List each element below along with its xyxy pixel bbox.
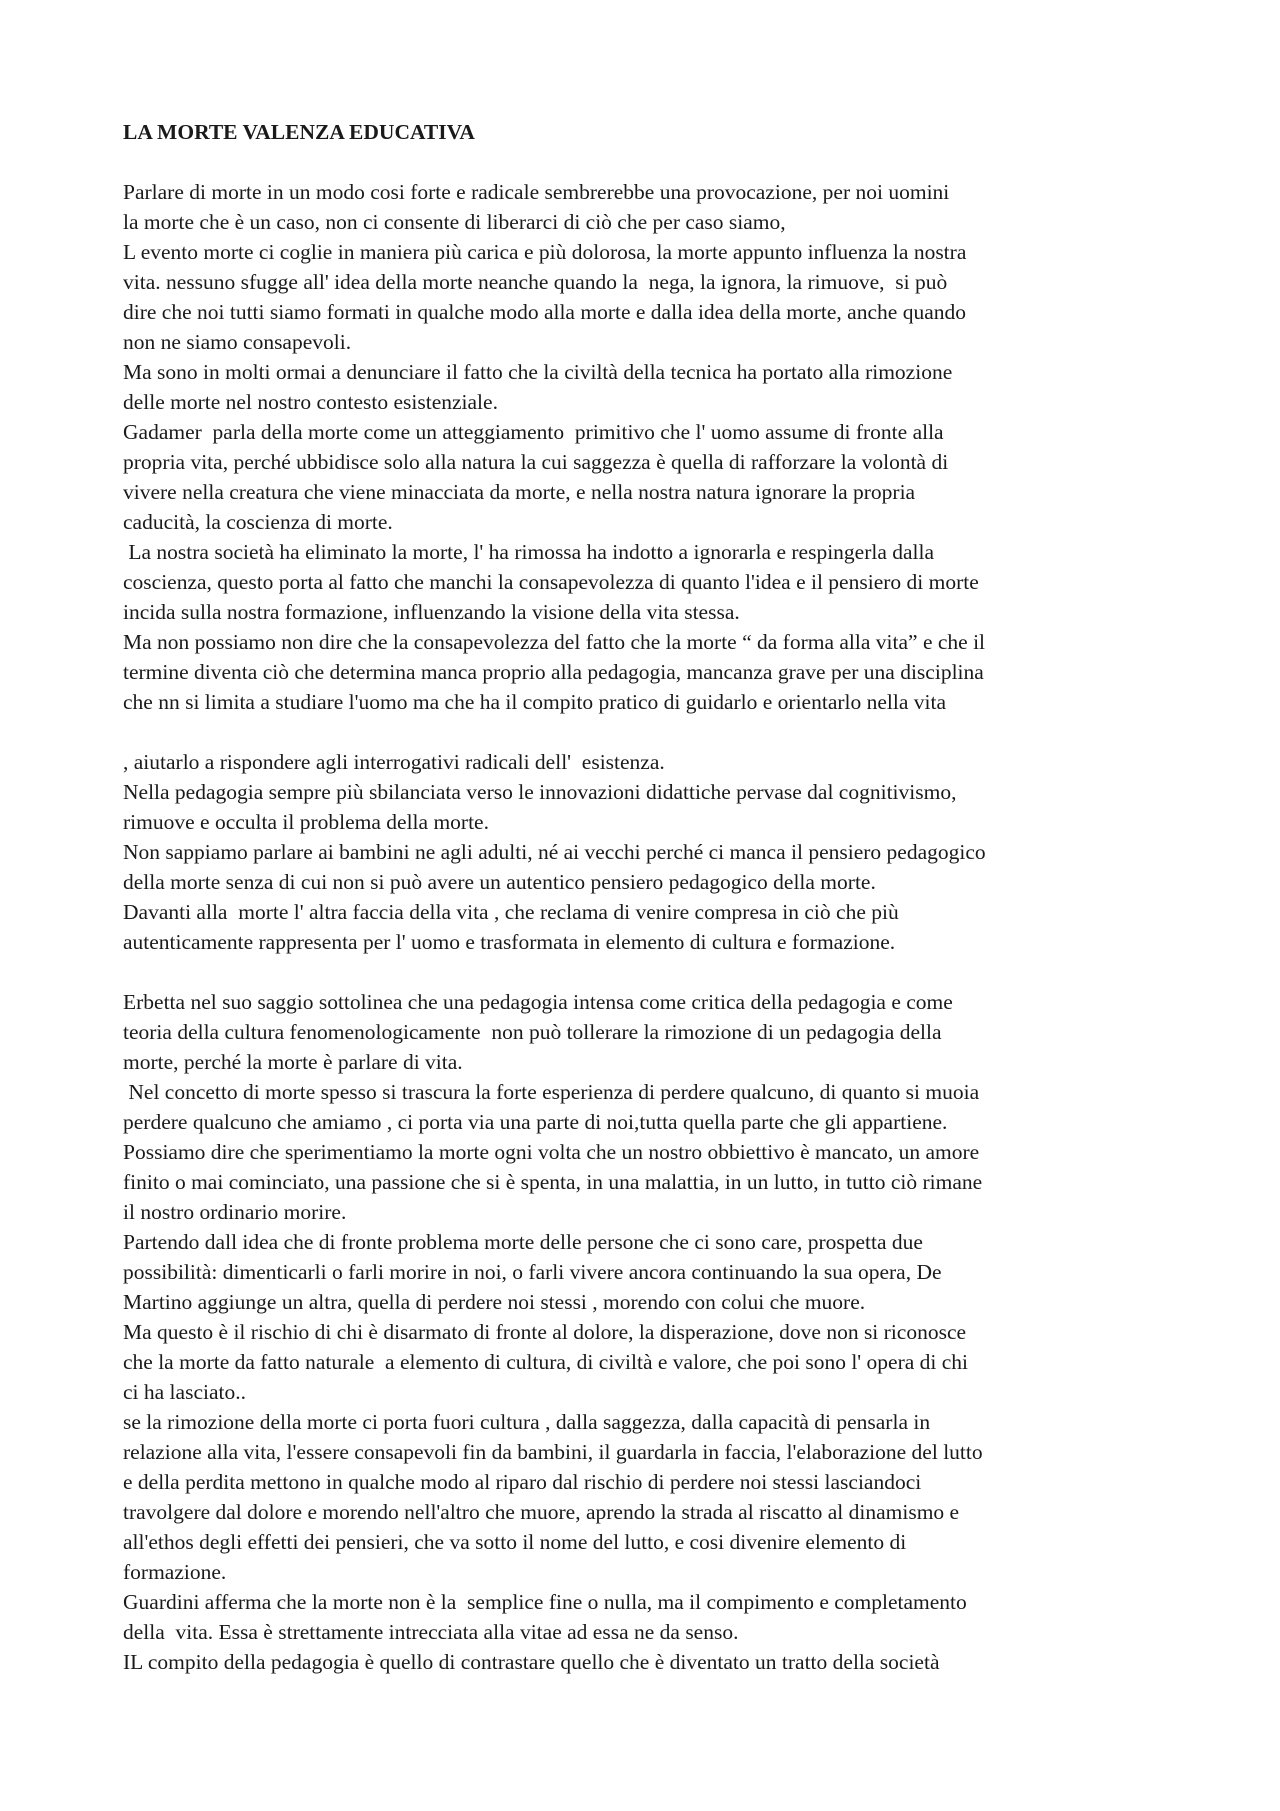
text-line: L evento morte ci coglie in maniera più carica e più dolorosa, la morte appunto influenza la nostra bbox=[123, 240, 967, 264]
text-line: Ma non possiamo non dire che la consapevolezza del fatto che la morte “ da forma alla vita” e che il bbox=[123, 630, 986, 654]
text-line: teoria della cultura fenomenologicamente non può tollerare la rimozione di un pedagogia della bbox=[123, 1020, 942, 1044]
paragraph-gap bbox=[123, 957, 1203, 987]
text-line: possibilità: dimenticarli o farli morire in noi, o farli vivere ancora continuando la sua opera, De bbox=[123, 1260, 942, 1284]
text-line: che la morte da fatto naturale a elemento di cultura, di civiltà e valore, che poi sono l' opera di chi bbox=[123, 1350, 969, 1374]
text-line: che nn si limita a studiare l'uomo ma che ha il compito pratico di guidarlo e orientarlo nella vita bbox=[123, 690, 947, 714]
text-line: Ma questo è il rischio di chi è disarmato di fronte al dolore, la disperazione, dove non si riconosce bbox=[123, 1320, 967, 1344]
text-block bbox=[123, 987, 1203, 1677]
document-page bbox=[123, 117, 1203, 1677]
text-line: Ma sono in molti ormai a denunciare il fatto che la civiltà della tecnica ha portato alla rimozione bbox=[123, 360, 953, 384]
text-line: non ne siamo consapevoli. bbox=[123, 330, 352, 354]
text-line: , aiutarlo a rispondere agli interrogativi radicali dell' esistenza. bbox=[123, 750, 665, 774]
text-line: se la rimozione della morte ci porta fuori cultura , dalla saggezza, dalla capacità di pensarla in bbox=[123, 1410, 931, 1434]
text-line: vivere nella creatura che viene minacciata da morte, e nella nostra natura ignorare la propria bbox=[123, 480, 916, 504]
text-line: La nostra società ha eliminato la morte, l' ha rimossa ha indotto a ignorarla e respingerla dalla bbox=[123, 540, 935, 564]
text-line: Possiamo dire che sperimentiamo la morte ogni volta che un nostro obbiettivo è mancato, un amore bbox=[123, 1140, 980, 1164]
text-line: Erbetta nel suo saggio sottolinea che una pedagogia intensa come critica della pedagogia e come bbox=[123, 990, 953, 1014]
text-line: Partendo dall idea che di fronte problema morte delle persone che ci sono care, prospetta due bbox=[123, 1230, 923, 1254]
text-line: morte, perché la morte è parlare di vita. bbox=[123, 1050, 463, 1074]
text-line: autenticamente rappresenta per l' uomo e trasformata in elemento di cultura e formazione. bbox=[123, 930, 896, 954]
text-line: incida sulla nostra formazione, influenzando la visione della vita stessa. bbox=[123, 600, 740, 624]
text-line: relazione alla vita, l'essere consapevoli fin da bambini, il guardarla in faccia, l'elaborazione del lutto bbox=[123, 1440, 983, 1464]
text-line: e della perdita mettono in qualche modo al riparo dal rischio di perdere noi stessi lasciandoci bbox=[123, 1470, 922, 1494]
text-block bbox=[123, 747, 1203, 957]
text-line: Nel concetto di morte spesso si trascura la forte esperienza di perdere qualcuno, di quanto si muoia bbox=[123, 1080, 980, 1104]
text-line: caducità, la coscienza di morte. bbox=[123, 510, 393, 534]
text-line: Gadamer parla della morte come un atteggiamento primitivo che l' uomo assume di fronte alla bbox=[123, 420, 944, 444]
text-line: perdere qualcuno che amiamo , ci porta via una parte di noi,tutta quella parte che gli appartiene. bbox=[123, 1110, 948, 1134]
text-line: la morte che è un caso, non ci consente di liberarci di ciò che per caso siamo, bbox=[123, 210, 786, 234]
document-body bbox=[123, 177, 1203, 1677]
text-line: IL compito della pedagogia è quello di contrastare quello che è diventato un tratto della società bbox=[123, 1650, 940, 1674]
text-line: ci ha lasciato.. bbox=[123, 1380, 246, 1404]
text-line: Davanti alla morte l' altra faccia della vita , che reclama di venire compresa in ciò che più bbox=[123, 900, 899, 924]
text-line: Guardini afferma che la morte non è la semplice fine o nulla, ma il compimento e completamento bbox=[123, 1590, 967, 1614]
text-line: vita. nessuno sfugge all' idea della morte neanche quando la nega, la ignora, la rimuove, si può bbox=[123, 270, 948, 294]
text-line: della morte senza di cui non si può avere un autentico pensiero pedagogico della morte. bbox=[123, 870, 876, 894]
text-line: finito o mai cominciato, una passione che si è spenta, in una malattia, in un lutto, in tutto ciò rimane bbox=[123, 1170, 983, 1194]
text-line: della vita. Essa è strettamente intrecciata alla vitae ad essa ne da senso. bbox=[123, 1620, 739, 1644]
paragraph-gap bbox=[123, 717, 1203, 747]
document-title: LA MORTE VALENZA EDUCATIVA bbox=[123, 120, 475, 144]
text-line: formazione. bbox=[123, 1560, 227, 1584]
text-line: delle morte nel nostro contesto esistenziale. bbox=[123, 390, 498, 414]
text-line: il nostro ordinario morire. bbox=[123, 1200, 347, 1224]
text-line: Nella pedagogia sempre più sbilanciata verso le innovazioni didattiche pervase dal cognitivismo, bbox=[123, 780, 957, 804]
text-line: Non sappiamo parlare ai bambini ne agli adulti, né ai vecchi perché ci manca il pensiero pedagogico bbox=[123, 840, 986, 864]
text-line: termine diventa ciò che determina manca proprio alla pedagogia, mancanza grave per una disciplina bbox=[123, 660, 984, 684]
text-line: dire che noi tutti siamo formati in qualche modo alla morte e dalla idea della morte, anche quando bbox=[123, 300, 966, 324]
text-block bbox=[123, 177, 1203, 717]
text-line: rimuove e occulta il problema della morte. bbox=[123, 810, 489, 834]
text-line: Martino aggiunge un altra, quella di perdere noi stessi , morendo con colui che muore. bbox=[123, 1290, 866, 1314]
text-line: Parlare di morte in un modo cosi forte e radicale sembrerebbe una provocazione, per noi uomini bbox=[123, 180, 950, 204]
text-line: coscienza, questo porta al fatto che manchi la consapevolezza di quanto l'idea e il pensiero di morte bbox=[123, 570, 979, 594]
text-line: all'ethos degli effetti dei pensieri, che va sotto il nome del lutto, e cosi divenire elemento di bbox=[123, 1530, 907, 1554]
text-line: travolgere dal dolore e morendo nell'altro che muore, aprendo la strada al riscatto al dinamismo e bbox=[123, 1500, 960, 1524]
text-line: propria vita, perché ubbidisce solo alla natura la cui saggezza è quella di rafforzare la volontà di bbox=[123, 450, 949, 474]
